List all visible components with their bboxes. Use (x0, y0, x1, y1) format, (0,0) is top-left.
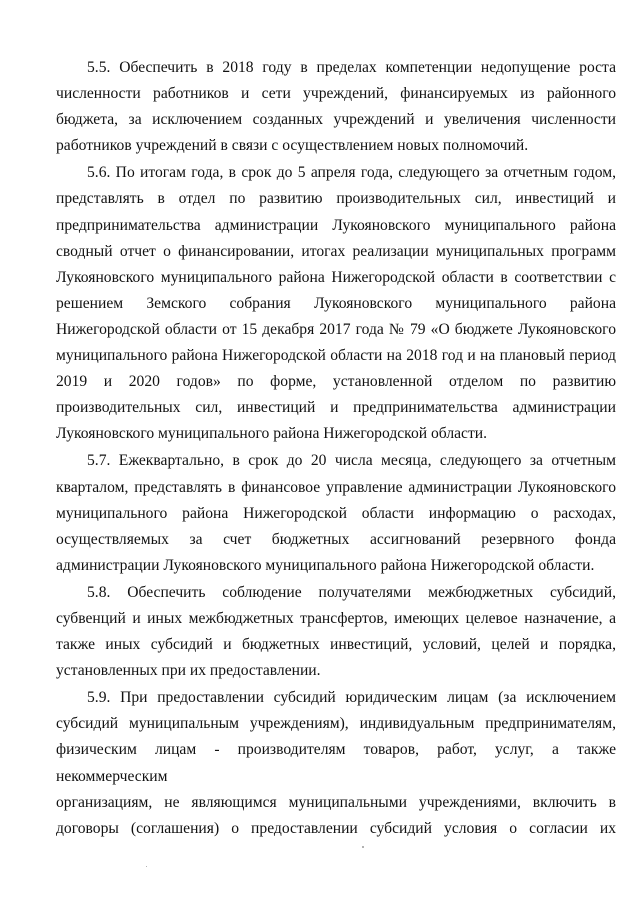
paragraph-5-5 (56, 55, 616, 159)
paragraph-5-7 (56, 448, 616, 578)
paragraph-line: Лукояновского муниципального района Нижегородской области в соответствии с (56, 268, 616, 286)
paragraph-line: муниципального района Нижегородской области информацию о расходах, (56, 504, 616, 522)
paragraph-line: муниципального района Нижегородской области на 2018 год и на плановый период (56, 347, 616, 365)
paragraph-line: физическим лицам - производителям товаров, работ, услуг, а также некоммерческим (56, 741, 616, 785)
paragraph-5-6 (56, 160, 616, 447)
paragraph-line: 5.9. При предоставлении субсидий юридическим лицам (за исключением (87, 689, 616, 707)
paragraph-line: договоры (соглашения) о предоставлении субсидий условия о согласии их (56, 819, 616, 837)
paragraph-line: осуществляемых за счет бюджетных ассигнований резервного фонда (56, 530, 616, 548)
paragraph-line: производительных сил, инвестиций и предпринимательства администрации (56, 399, 616, 417)
paragraph-line: предпринимательства администрации Лукояновского муниципального района (56, 216, 616, 234)
paragraph-line: субвенций и иных межбюджетных трансфертов, имеющих целевое назначение, а (56, 609, 616, 627)
paragraph-line: 2019 и 2020 годов» по форме, установленной отделом по развитию (56, 373, 616, 391)
scan-speck (146, 866, 147, 867)
paragraph-5-8 (56, 580, 616, 684)
paragraph-line: бюджета, за исключением созданных учреждений и увеличения численности (56, 111, 616, 129)
paragraph-line: также иных субсидий и бюджетных инвестиций, условий, целей и порядка, (56, 636, 616, 654)
paragraph-line: установленных при их предоставлении. (56, 662, 321, 680)
paragraph-line: организациям, не являющимся муниципальными учреждениями, включить в (56, 793, 616, 811)
paragraph-line: работников учреждений в связи с осуществлением новых полномочий. (56, 137, 529, 155)
paragraph-line: 5.6. По итогам года, в срок до 5 апреля года, следующего за отчетным годом, (87, 164, 616, 182)
paragraph-line: администрации Лукояновского муниципального района Нижегородской области. (56, 556, 595, 574)
paragraph-line: 5.8. Обеспечить соблюдение получателями межбюджетных субсидий, (87, 583, 616, 601)
paragraph-line: сводный отчет о финансировании, итогах реализации муниципальных программ (56, 242, 616, 260)
paragraph-line: кварталом, представлять в финансовое управление администрации Лукояновского (56, 478, 616, 496)
paragraph-line: 5.7. Ежеквартально, в срок до 20 числа месяца, следующего за отчетным (87, 452, 616, 470)
paragraph-line: 5.5. Обеспечить в 2018 году в пределах компетенции недопущение роста (87, 59, 616, 76)
paragraph-line: представлять в отдел по развитию производительных сил, инвестиций и (56, 190, 616, 208)
paragraph-line: решением Земского собрания Лукояновского муниципального района (56, 294, 616, 312)
paragraph-line: субсидий муниципальным учреждениям), индивидуальным предпринимателям, (56, 715, 616, 733)
paragraph-5-9 (56, 685, 616, 842)
paragraph-line: Нижегородской области от 15 декабря 2017 года № 79 «О бюджете Лукояновского (56, 320, 616, 338)
paragraph-line: численности работников и сети учреждений, финансируемых из районного (56, 85, 616, 103)
scan-speck (362, 846, 364, 848)
paragraph-line: Лукояновского муниципального района Нижегородской области. (56, 425, 488, 443)
document-body (56, 55, 616, 842)
